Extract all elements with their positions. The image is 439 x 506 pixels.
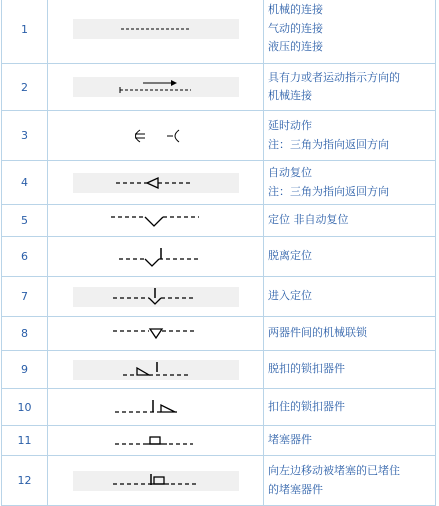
description-line: 注：三角为指向返回方向: [268, 184, 389, 198]
row-number: 5: [2, 205, 48, 237]
symbol-disengage: [73, 247, 239, 267]
table-row: [2, 426, 436, 456]
description: [264, 426, 436, 456]
row-number: 3: [2, 111, 48, 161]
symbol-cell: [48, 277, 264, 317]
description-line: 两器件间的机械联锁: [268, 326, 367, 340]
description: [264, 389, 436, 426]
symbol-engage: [73, 287, 239, 307]
description: [264, 205, 436, 237]
description: [264, 277, 436, 317]
table-row: [2, 237, 436, 277]
description: [264, 351, 436, 389]
symbol-table: [1, 0, 436, 506]
description-line: 向左边移动被堵塞的已堵住: [268, 464, 400, 477]
description-line: 气动的连接: [268, 21, 323, 35]
table-row: [2, 205, 436, 237]
description-line: 机械连接: [268, 89, 312, 102]
row-number: 4: [2, 161, 48, 205]
row-number: 12: [2, 456, 48, 506]
description-line: 进入定位: [268, 289, 312, 303]
symbol-blocking: [73, 431, 239, 451]
description-line: 液压的连接: [268, 40, 323, 54]
description-line: 注：三角为指向返回方向: [268, 137, 389, 151]
table-row: [2, 161, 436, 205]
table-row: [2, 351, 436, 389]
row-number: 7: [2, 277, 48, 317]
symbol-auto-reset: [73, 173, 239, 193]
row-number: 6: [2, 237, 48, 277]
description: [264, 237, 436, 277]
description: [264, 317, 436, 351]
table-row: [2, 389, 436, 426]
description: [264, 456, 436, 506]
description-line: 自动复位: [268, 166, 312, 179]
symbol-cell: [48, 161, 264, 205]
table-row: [2, 277, 436, 317]
description-line: 定位 非自动复位: [268, 213, 349, 227]
table-row: [2, 111, 436, 161]
symbol-cell: [48, 351, 264, 389]
symbol-positioning: [73, 211, 239, 231]
symbol-latch-released: [73, 360, 239, 380]
symbol-cell: [48, 237, 264, 277]
symbol-cell: [48, 0, 264, 64]
table-row: [2, 0, 436, 64]
symbol-blocking-moved-left: [73, 471, 239, 491]
description-line: 脱扣的锁扣器件: [268, 362, 345, 376]
description-line: 具有力或者运动指示方向的: [268, 70, 400, 84]
symbol-mechanical-connection: [73, 19, 239, 39]
description: [264, 0, 436, 64]
row-number: 2: [2, 64, 48, 111]
row-number: 8: [2, 317, 48, 351]
symbol-interlock: [73, 324, 239, 344]
table-row: [2, 456, 436, 506]
symbol-cell: [48, 111, 264, 161]
description-line: 扣住的锁扣器件: [268, 399, 345, 413]
symbol-cell: [48, 456, 264, 506]
description-line: 脱离定位: [268, 249, 312, 263]
symbol-latch-engaged: [73, 397, 239, 417]
description-line: 延时动作: [268, 119, 312, 132]
description: [264, 64, 436, 111]
description-line: 机械的连接: [268, 3, 323, 17]
description-line: 堵塞器件: [268, 433, 312, 447]
table-row: [2, 64, 436, 111]
row-number: 11: [2, 426, 48, 456]
description: [264, 161, 436, 205]
description: [264, 111, 436, 161]
symbol-cell: [48, 64, 264, 111]
row-number: 1: [2, 0, 48, 64]
symbol-delay-action: [73, 126, 239, 146]
row-number: 9: [2, 351, 48, 389]
symbol-cell: [48, 389, 264, 426]
table-row: [2, 317, 436, 351]
row-number: 10: [2, 389, 48, 426]
symbol-cell: [48, 317, 264, 351]
description-line: 的堵塞器件: [268, 482, 323, 496]
symbol-cell: [48, 426, 264, 456]
symbol-cell: [48, 205, 264, 237]
symbol-directional-connection: [73, 77, 239, 97]
